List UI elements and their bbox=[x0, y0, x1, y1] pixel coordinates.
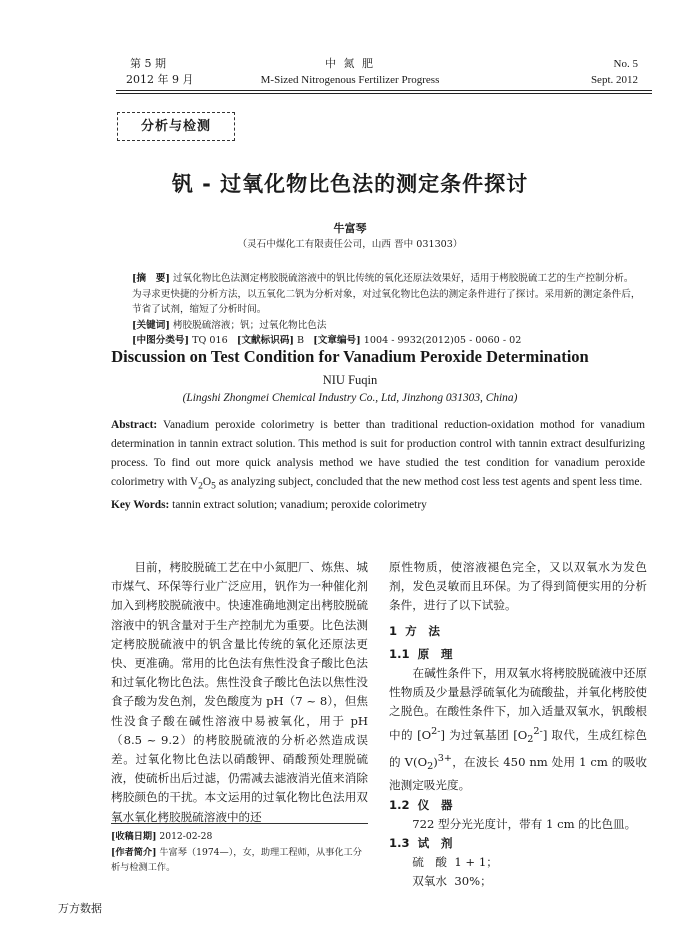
author-bio: 牛富琴（1974—），女，助理工程师，从事化工分析与检测工作。 bbox=[111, 846, 362, 873]
abstract-cn-label: [摘 要] bbox=[132, 273, 170, 284]
abstract-en-text-2: as analyzing subject, concluded that the new method cost less test agents and spent less time. bbox=[215, 476, 643, 488]
section-1-2-number: 1.2 bbox=[389, 797, 410, 812]
class-number-label: [中图分类号] bbox=[132, 335, 190, 347]
footnote bbox=[111, 829, 368, 876]
para2-sup-2: 2- bbox=[533, 725, 543, 737]
para2-part-e: ，在波长 450 nm 处用 1 cm 的吸收池测定吸光度。 bbox=[389, 754, 647, 793]
title-en: Discussion on Test Condition for Vanadium Peroxide Determination bbox=[111, 347, 589, 366]
body-right-paragraph-1: 原性物质，使溶液褪色完全，又以双氧水为发色剂，发色灵敏而且环保。为了得到简便实用的分析条件，进行了以下试验。 bbox=[389, 560, 647, 613]
section-1-3-title: 试 剂 bbox=[417, 835, 453, 850]
para2-part-d: ) bbox=[433, 754, 438, 769]
section-1-title: 方 法 bbox=[405, 623, 440, 638]
author-en: NIU Fuqin bbox=[322, 373, 378, 387]
section-1-2-heading bbox=[389, 796, 647, 815]
affiliation-en: (Lingshi Zhongmei Chemical Industry Co., Ltd, Jinzhong 031303, China) bbox=[182, 392, 518, 404]
doc-code: B bbox=[293, 335, 305, 347]
header-issue-cn: 第 5 期 bbox=[130, 57, 166, 70]
header-journal-en: M-Sized Nitrogenous Fertilizer Progress bbox=[260, 74, 440, 86]
abstract-cn-text: 过氧化物比色法测定栲胶脱硫溶液中的钒比传统的氧化还原法效果好，适用于栲胶脱硫工艺的生产控制分析。为寻求更快捷的分析方法，以五氧化二钒为分析对象，对过氧化物比色法的测定条件进行了探讨。采用新的测定条件后，节省了试剂，缩短了分析时间。 bbox=[132, 273, 641, 316]
body-right-paragraph-2 bbox=[389, 664, 647, 796]
wanfang-watermark: 万方数据 bbox=[58, 902, 102, 915]
para2-part-b: ] 为过氧基团 [O bbox=[440, 727, 528, 742]
para2-part-c: ] 取代，生成红棕色的 V(O bbox=[389, 727, 647, 769]
body-right-paragraph-3: 722 型分光光度计，带有 1 cm 的比色皿。 bbox=[389, 816, 637, 831]
keywords-en: tannin extract solution; vanadium; peroxide colorimetry bbox=[169, 499, 427, 512]
header-rule-bottom bbox=[116, 93, 652, 94]
reagent-row-1 bbox=[389, 853, 647, 872]
keywords-cn-label: [关键词] bbox=[132, 319, 170, 331]
section-1-1-heading bbox=[389, 645, 647, 664]
abstract-en-label: Abstract: bbox=[111, 419, 158, 431]
section-1-2-title: 仪 器 bbox=[417, 797, 453, 812]
formula-o: O bbox=[202, 476, 212, 488]
para2-sub-o2: 2 bbox=[427, 761, 434, 773]
header-rule-top bbox=[116, 90, 652, 91]
section-tag: 分析与检测 bbox=[117, 112, 235, 141]
author-cn: 牛富琴 bbox=[333, 222, 367, 235]
author-bio-label: [作者简介] bbox=[111, 846, 157, 858]
section-1-number: 1 bbox=[389, 623, 398, 638]
para2-sub-o: 2 bbox=[527, 733, 534, 745]
header-date-cn: 2012 年 9 月 bbox=[126, 73, 194, 86]
article-number-label: [文章编号] bbox=[313, 335, 361, 347]
body-right-column bbox=[389, 558, 647, 892]
reagent-1-value: 1 + 1； bbox=[454, 855, 498, 870]
body-left-column bbox=[111, 558, 368, 827]
reagent-2-value: 30%； bbox=[454, 874, 492, 889]
header-journal-cn: 中 氮 肥 bbox=[325, 57, 375, 70]
keywords-cn: 栲胶脱硫溶液；钒；过氧化物比色法 bbox=[169, 319, 327, 331]
title-cn: 钒 - 过氧化物比色法的测定条件探讨 bbox=[171, 172, 529, 196]
formula-sub-1: 2 bbox=[198, 481, 203, 492]
section-1-heading bbox=[389, 622, 647, 641]
doc-code-label: [文献标识码] bbox=[236, 335, 294, 347]
affiliation-cn: （灵石中煤化工有限责任公司，山西 晋中 031303） bbox=[237, 239, 463, 250]
header-date-en: Sept. 2012 bbox=[590, 74, 638, 86]
reagent-row-2 bbox=[389, 872, 647, 891]
abstract-en-text-1: Vanadium peroxide colorimetry is better than traditional reduction-oxidation mothod for vanadium determination in tannin extract solution. This method is suit for production control with tannin extract desulfurizing process. To find out more quick analysis method we have studied the test condition for vanadium peroxide colorimetry with V bbox=[111, 419, 645, 488]
class-number: TQ 016 bbox=[189, 335, 228, 347]
section-1-1-number: 1.1 bbox=[389, 646, 410, 661]
footnote-rule bbox=[111, 823, 368, 824]
header-issue-en: No. 5 bbox=[613, 58, 638, 70]
para2-part-a: 在碱性条件下，用双氧水将栲胶脱硫液中还原性物质及少量悬浮硫氧化为硫酸盐，并氧化栲胶使之脱色。在酸性条件下，加入适量双氧水，钒酸根中的 [O bbox=[389, 666, 647, 742]
reagent-1-name: 硫 酸 bbox=[412, 855, 447, 870]
section-1-3-number: 1.3 bbox=[389, 835, 410, 850]
body-left-paragraph: 目前，栲胶脱硫工艺在中小氮肥厂、炼焦、城市煤气、环保等行业广泛应用，钒作为一种催化剂加入到栲胶脱硫液中。快速准确地测定出栲胶脱硫溶液中的钒含量对于生产控制尤为重要。比色法测定栲胶脱硫液中的钒含量比传统的氧化还原法更快、更准确。常用的比色法有焦性没食子酸比色法和过氧化物比色法。焦性没食子酸比色法以焦性没食子酸为发色剂，发色酸度为 pH（7 ~ 8），但焦性没食子酸在碱性溶液中易被氧化，用于 pH（8.5 ~ 9.2）的栲胶脱硫液的分析必然造成误差。过氧化物比色法以硝酸钾、硝酸预处理脱硫液，使硫析出后过滤，仍需减去滤液消光值来消除栲胶颜色的干扰。本文运用的过氧化物比色法用双氧水氧化栲胶脱硫溶液中的还 bbox=[111, 560, 368, 824]
keywords-en-label: Key Words: bbox=[111, 499, 170, 512]
received-date: 2012-02-28 bbox=[156, 831, 213, 842]
received-label: [收稿日期] bbox=[111, 831, 157, 842]
section-1-3-heading bbox=[389, 834, 647, 853]
para2-sup-1: 2- bbox=[431, 725, 441, 737]
article-number: 1004 - 9932(2012)05 - 0060 - 02 bbox=[360, 335, 522, 347]
abstract-en bbox=[111, 416, 645, 515]
abstract-cn bbox=[132, 271, 642, 349]
para2-sup-3: 3+ bbox=[437, 753, 453, 764]
section-1-1-title: 原 理 bbox=[417, 646, 453, 661]
reagent-2-name: 双氧水 bbox=[412, 874, 447, 889]
formula-sub-2: 5 bbox=[211, 481, 216, 492]
